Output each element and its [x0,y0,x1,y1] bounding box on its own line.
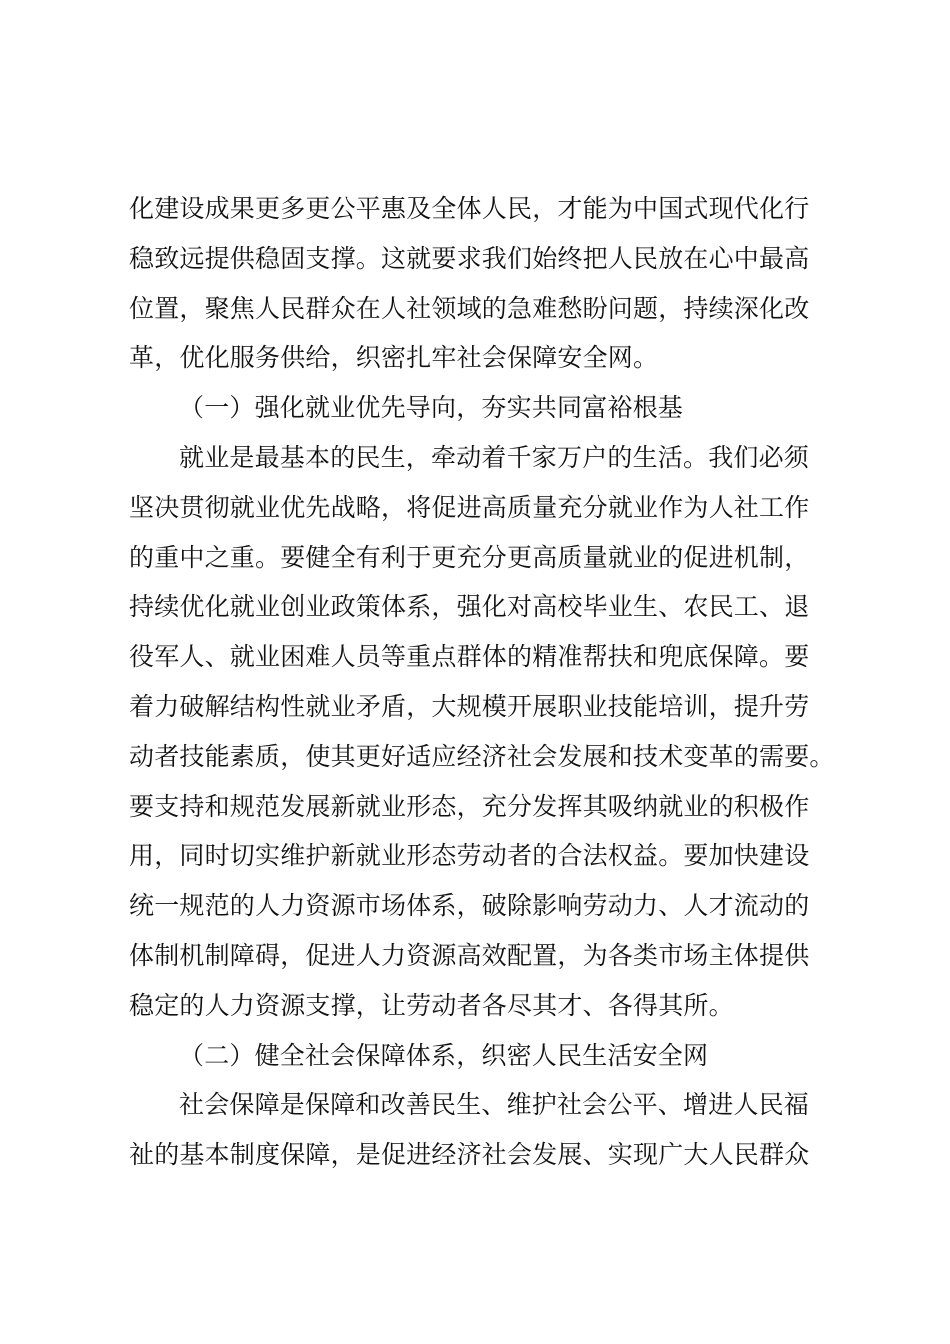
section-heading-1: （一）强化就业优先导向，夯实共同富裕根基 [179,393,684,423]
text-line: 社会保障是保障和改善民生、维护社会公平、增进人民福 [179,1090,810,1120]
text-line: 动者技能素质，使其更好适应经济社会发展和技术变革的需要。 [129,741,835,771]
text-line: 位置，聚焦人民群众在人社领域的急难愁盼问题，持续深化改 [129,293,810,323]
text-line: 稳定的人力资源支撑，让劳动者各尽其才、各得其所。 [129,990,734,1020]
text-line: 革，优化服务供给，织密扎牢社会保障安全网。 [129,343,659,373]
text-line: 稳致远提供稳固支撑。这就要求我们始终把人民放在心中最高 [129,243,810,273]
text-line: 化建设成果更多更公平惠及全体人民，才能为中国式现代化行 [129,194,810,223]
text-line: 用，同时切实维护新就业形态劳动者的合法权益。要加快建设 [129,841,810,871]
text-line: 的重中之重。要健全有利于更充分更高质量就业的促进机制， [129,542,810,572]
text-line: 着力破解结构性就业矛盾，大规模开展职业技能培训，提升劳 [129,691,810,721]
text-line: 统一规范的人力资源市场体系，破除影响劳动力、人才流动的 [129,891,810,921]
text-line: 就业是最基本的民生，牵动着千家万户的生活。我们必须 [179,442,810,472]
body-text [129,184,849,1180]
text-line: 体制机制障碍，促进人力资源高效配置，为各类市场主体提供 [129,940,810,970]
text-line: 坚决贯彻就业优先战略，将促进高质量充分就业作为人社工作 [129,492,810,522]
text-line: 持续优化就业创业政策体系，强化对高校毕业生、农民工、退 [129,592,810,622]
text-line: 祉的基本制度保障，是促进经济社会发展、实现广大人民群众 [129,1140,810,1170]
section-heading-2: （二）健全社会保障体系，织密人民生活安全网 [179,1040,709,1070]
text-line: 要支持和规范发展新就业形态，充分发挥其吸纳就业的积极作 [129,791,810,821]
text-line: 役军人、就业困难人员等重点群体的精准帮扶和兜底保障。要 [129,642,810,672]
